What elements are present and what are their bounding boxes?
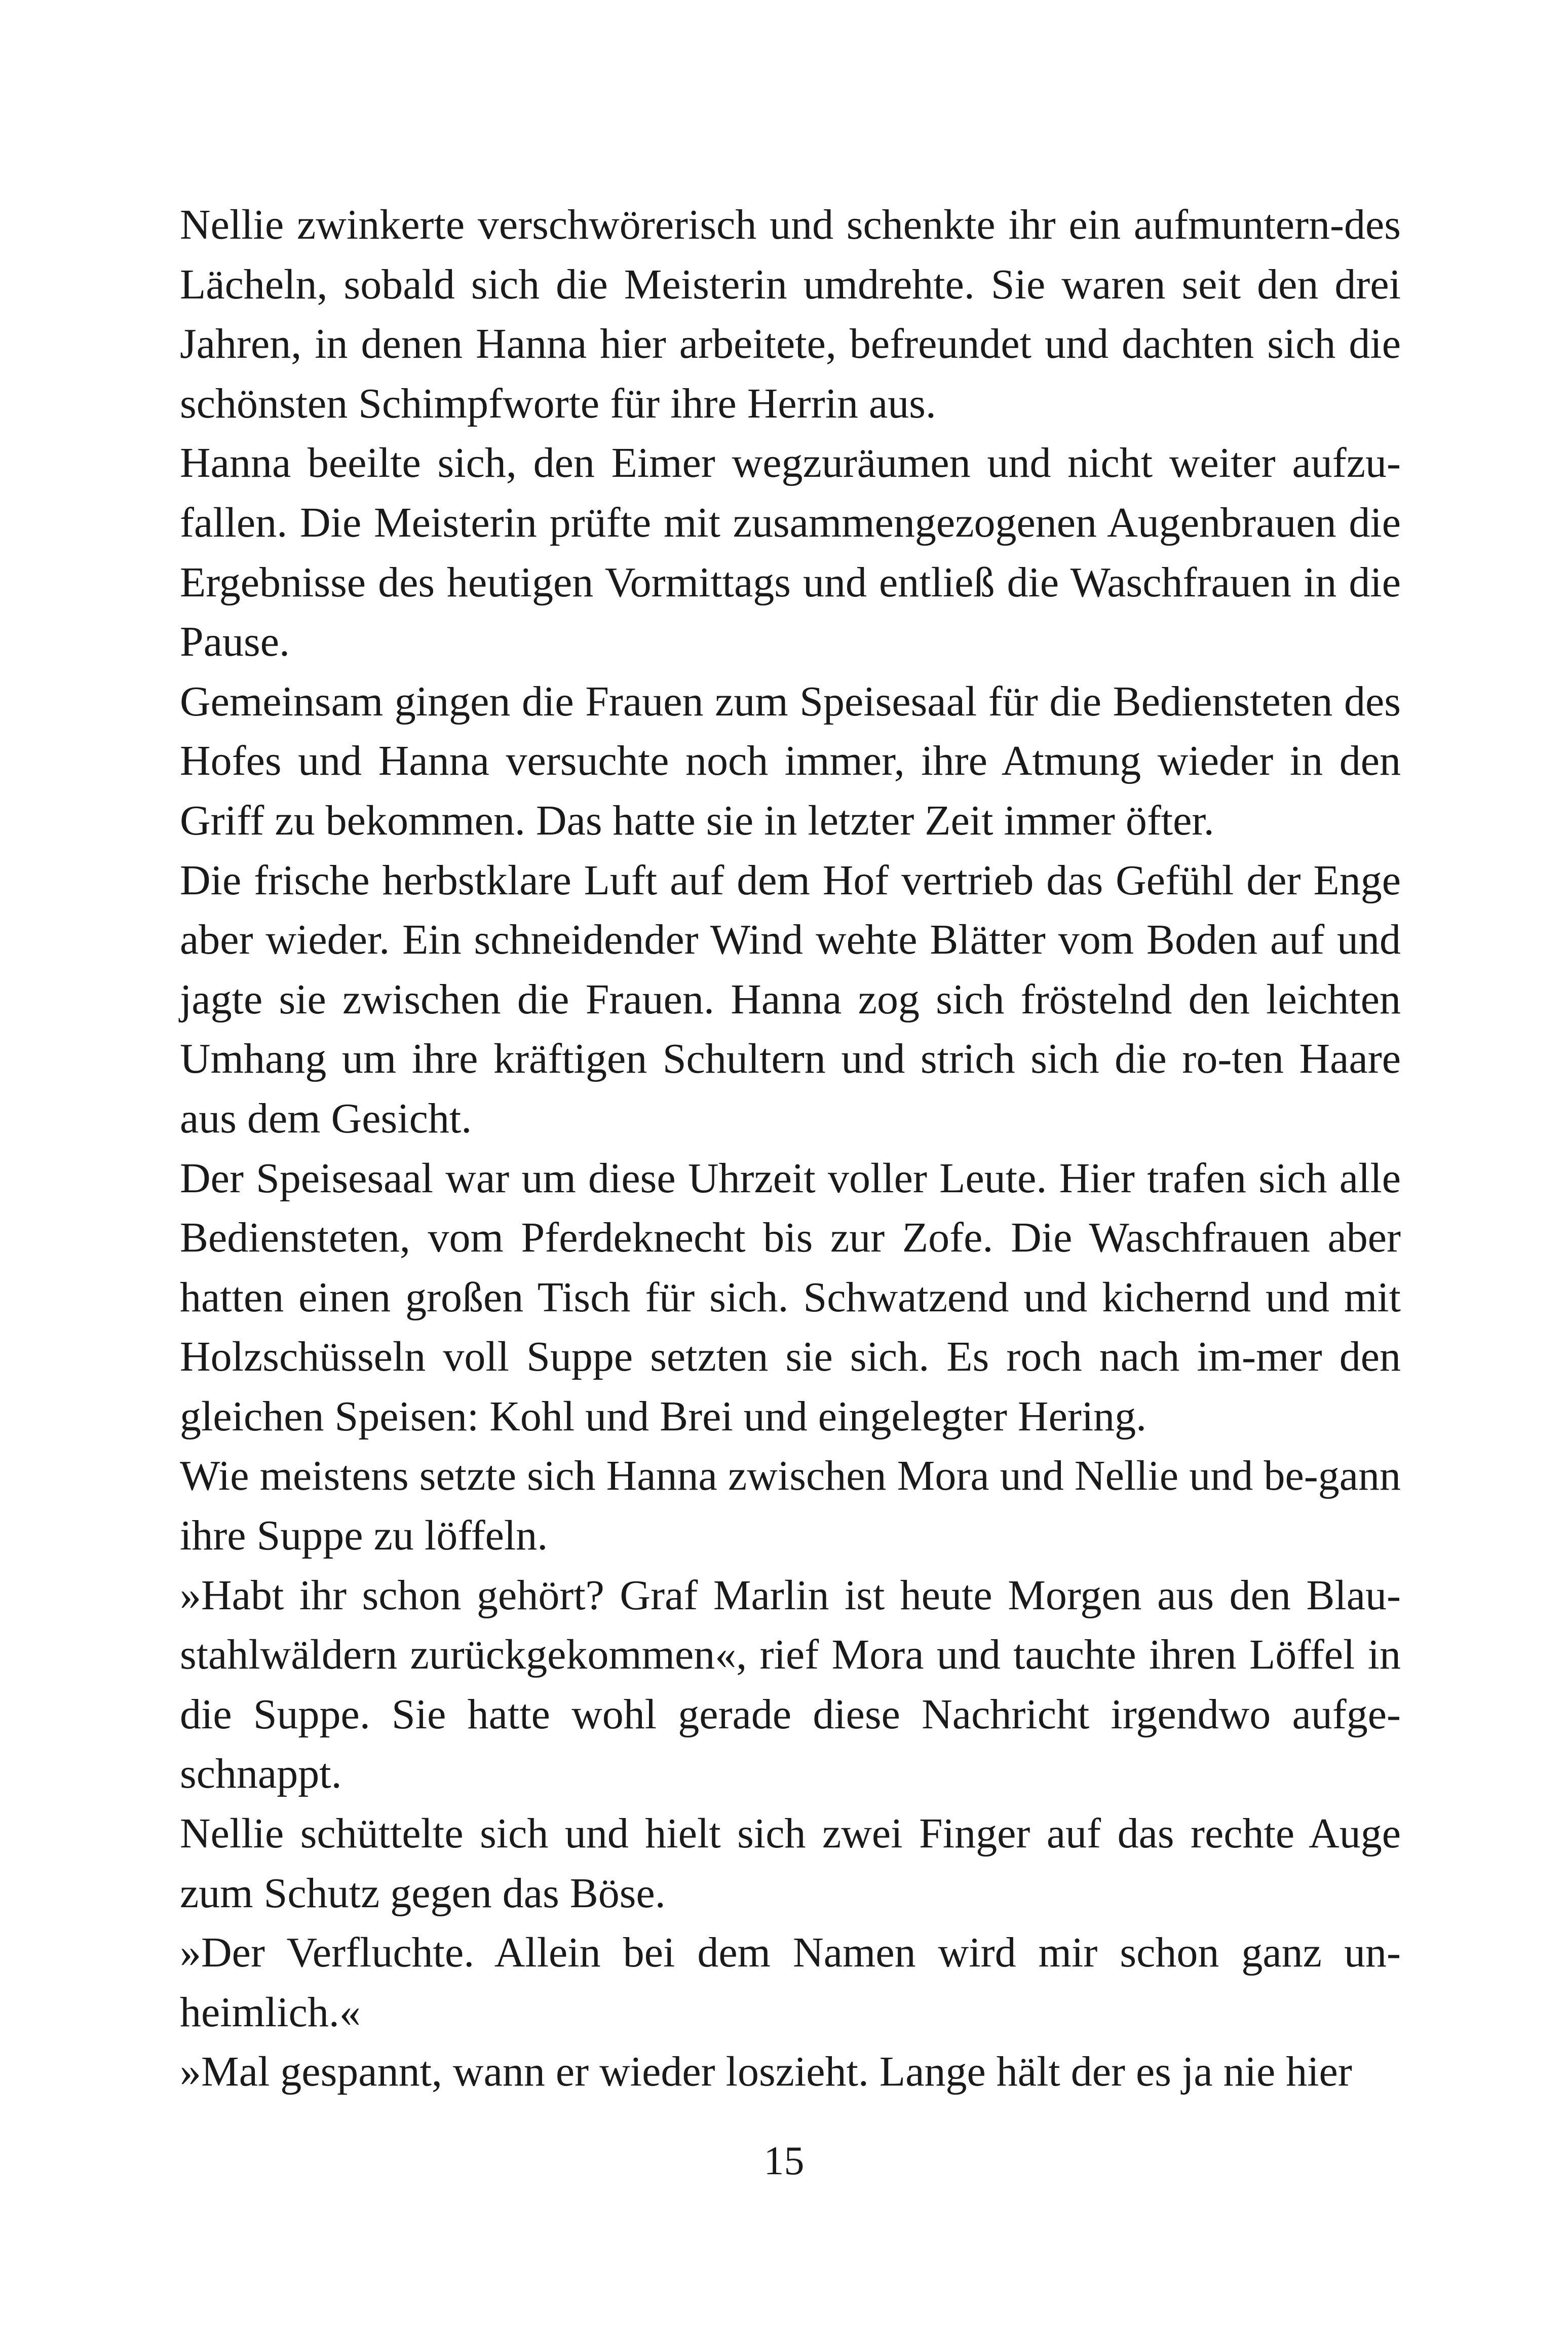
paragraph: Der Speisesaal war um diese Uhrzeit voller Leute. Hier trafen sich alle Bediensteten, vom Pferdeknecht bis zur Zofe. Die Waschfrauen aber hatten einen großen Tisch für sich. Schwatzend und kichernd und mit Holzschüsseln voll Suppe setzten sie sich. Es roch nach im-mer den gleichen Speisen: Kohl und Brei und eingelegter Hering. bbox=[180, 1154, 1401, 1440]
paragraph: Gemeinsam gingen die Frauen zum Speisesaal für die Bediensteten des Hofes und Hanna versuchte noch immer, ihre Atmung wieder in den Griff zu bekommen. Das hatte sie in letzter Zeit immer öfter. bbox=[180, 677, 1401, 844]
paragraph: Hanna beeilte sich, den Eimer wegzuräumen und nicht weiter aufzu-fallen. Die Meisterin prüfte mit zusammengezogenen Augenbrauen die Ergebnisse des heutigen Vormittags und entließ die Waschfrauen in die Pause. bbox=[180, 439, 1401, 666]
paragraph: »Habt ihr schon gehört? Graf Marlin ist heute Morgen aus den Blau-stahlwäldern zurückgekommen«, rief Mora und tauchte ihren Löffel in die Suppe. Sie hatte wohl gerade diese Nachricht irgendwo aufge-schnappt. bbox=[180, 1571, 1401, 1798]
paragraph: Nellie zwinkerte verschwörerisch und schenkte ihr ein aufmuntern-des Lächeln, sobald sich die Meisterin umdrehte. Sie waren seit den drei Jahren, in denen Hanna hier arbeitete, befreundet und dachten sich die schönsten Schimpfworte für ihre Herrin aus. bbox=[180, 201, 1401, 427]
paragraph: Wie meistens setzte sich Hanna zwischen Mora und Nellie und be-gann ihre Suppe zu löffeln. bbox=[180, 1452, 1401, 1560]
paragraph: »Der Verfluchte. Allein bei dem Namen wird mir schon ganz un-heimlich.« bbox=[180, 1929, 1401, 2036]
paragraph: Nellie schüttelte sich und hielt sich zwei Finger auf das rechte Auge zum Schutz gegen das Böse. bbox=[180, 1810, 1401, 1917]
paragraph: »Mal gespannt, wann er wieder loszieht. Lange hält der es ja nie hier bbox=[180, 2048, 1352, 2096]
paragraph: Die frische herbstklare Luft auf dem Hof vertrieb das Gefühl der Enge aber wieder. Ein schneidender Wind wehte Blätter vom Boden auf und jagte sie zwischen die Frauen. Hanna zog sich fröstelnd den leichten Umhang um ihre kräftigen Schultern und strich sich die ro-ten Haare aus dem Gesicht. bbox=[180, 856, 1401, 1142]
page-number: 15 bbox=[763, 2139, 805, 2183]
body-text bbox=[180, 195, 1401, 2102]
